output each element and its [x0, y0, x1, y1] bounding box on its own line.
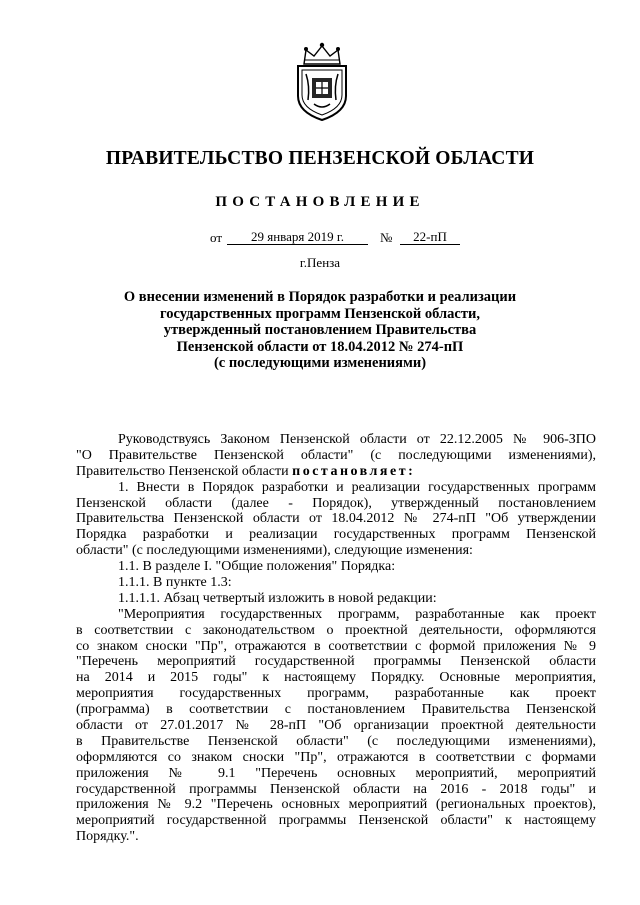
quote-line: "Перечень мероприятий государственной программы Пензенской области — [76, 654, 596, 670]
section-item: 1.1.1. В пункте 1.3: — [118, 575, 232, 591]
quote-line: области от 27.01.2017 № 28-пП "Об организации проектной деятельности — [76, 718, 596, 734]
body-line: Порядка разработки и реализации государственных программ Пензенской — [76, 527, 596, 543]
document-body — [76, 432, 596, 845]
quote-line: мероприятий государственной программы Пензенской области" к настоящему — [76, 813, 596, 829]
quote-line: в соответствии с законодательством о проектной деятельности, оформляются — [76, 622, 596, 638]
body-line: Руководствуясь Законом Пензенской области от 22.12.2005 № 906-ЗПО — [118, 432, 596, 447]
subject-line: государственных программ Пензенской области, — [160, 305, 480, 322]
subject-line: (с последующими изменениями) — [213, 355, 427, 372]
quote-line: на 2014 и 2015 годы" к настоящему Порядку. Основные мероприятия, — [76, 670, 596, 686]
quote-line: государственной программы Пензенской области на 2016 - 2018 годы" и — [76, 781, 596, 797]
subject-line: утвержденный постановлением Правительства — [163, 322, 477, 339]
number-prefix: № — [380, 230, 393, 245]
quote-line: оформляются со знаком сноски "Пр", отражаются в соответствии с формами — [76, 749, 596, 765]
quote-line: приложения № 9.1 "Перечень основных мероприятий, мероприятий — [76, 765, 596, 781]
quote-line: со знаком сноски "Пр", отражаются в соответствии с формой приложения № 9 — [76, 638, 596, 654]
subject-line: О внесении изменений в Порядок разработки и реализации — [123, 289, 517, 305]
body-line: области" (с последующими изменениями), следующие изменения: — [76, 543, 473, 559]
quote-line: "Мероприятия государственных программ, разработанные как проект — [118, 606, 596, 622]
document-number: 22-пП — [400, 229, 460, 245]
document-type: ПОСТАНОВЛЕНИЕ — [215, 194, 425, 210]
section-item: 1.1. В разделе I. "Общие положения" Порядка: — [118, 559, 396, 575]
date-prefix: от — [210, 230, 223, 245]
government-title: ПРАВИТЕЛЬСТВО ПЕНЗЕНСКОЙ ОБЛАСТИ — [105, 148, 535, 169]
body-line: 1. Внести в Порядок разработки и реализации государственных программ — [118, 479, 596, 495]
section-item: 1.1.1.1. Абзац четвертый изложить в новой редакции: — [118, 590, 437, 606]
document-date: 29 января 2019 г. — [227, 229, 368, 245]
subject-line: Пензенской области от 18.04.2012 № 274-пП — [176, 338, 464, 355]
document-subject — [100, 289, 540, 372]
quote-line: (программа) в соответствии с постановлением Правительства Пензенской — [76, 702, 596, 718]
decree-word: постановляет: — [292, 463, 416, 479]
body-line: Пензенской области (далее - Порядок), утвержденный постановлением — [76, 495, 596, 511]
quote-line: мероприятия государственных программ, разработанные как проект — [76, 686, 596, 702]
quote-line: приложения № 9.2 "Перечень основных мероприятий (региональных проектов), — [76, 797, 596, 813]
decree-prefix: Правительство Пензенской области — [76, 463, 293, 479]
quote-line: Порядку.". — [76, 829, 139, 845]
body-line: Правительства Пензенской области от 18.04.2012 № 274-пП "Об утверждении — [76, 511, 596, 527]
coat-of-arms-emblem — [290, 42, 354, 124]
decree-line — [76, 464, 596, 480]
body-line: "О Правительстве Пензенской области" (с последующими изменениями), — [76, 447, 596, 463]
quote-line: в Правительстве Пензенской области" (с последующими изменениями), — [76, 733, 596, 749]
city: г.Пенза — [299, 255, 341, 270]
